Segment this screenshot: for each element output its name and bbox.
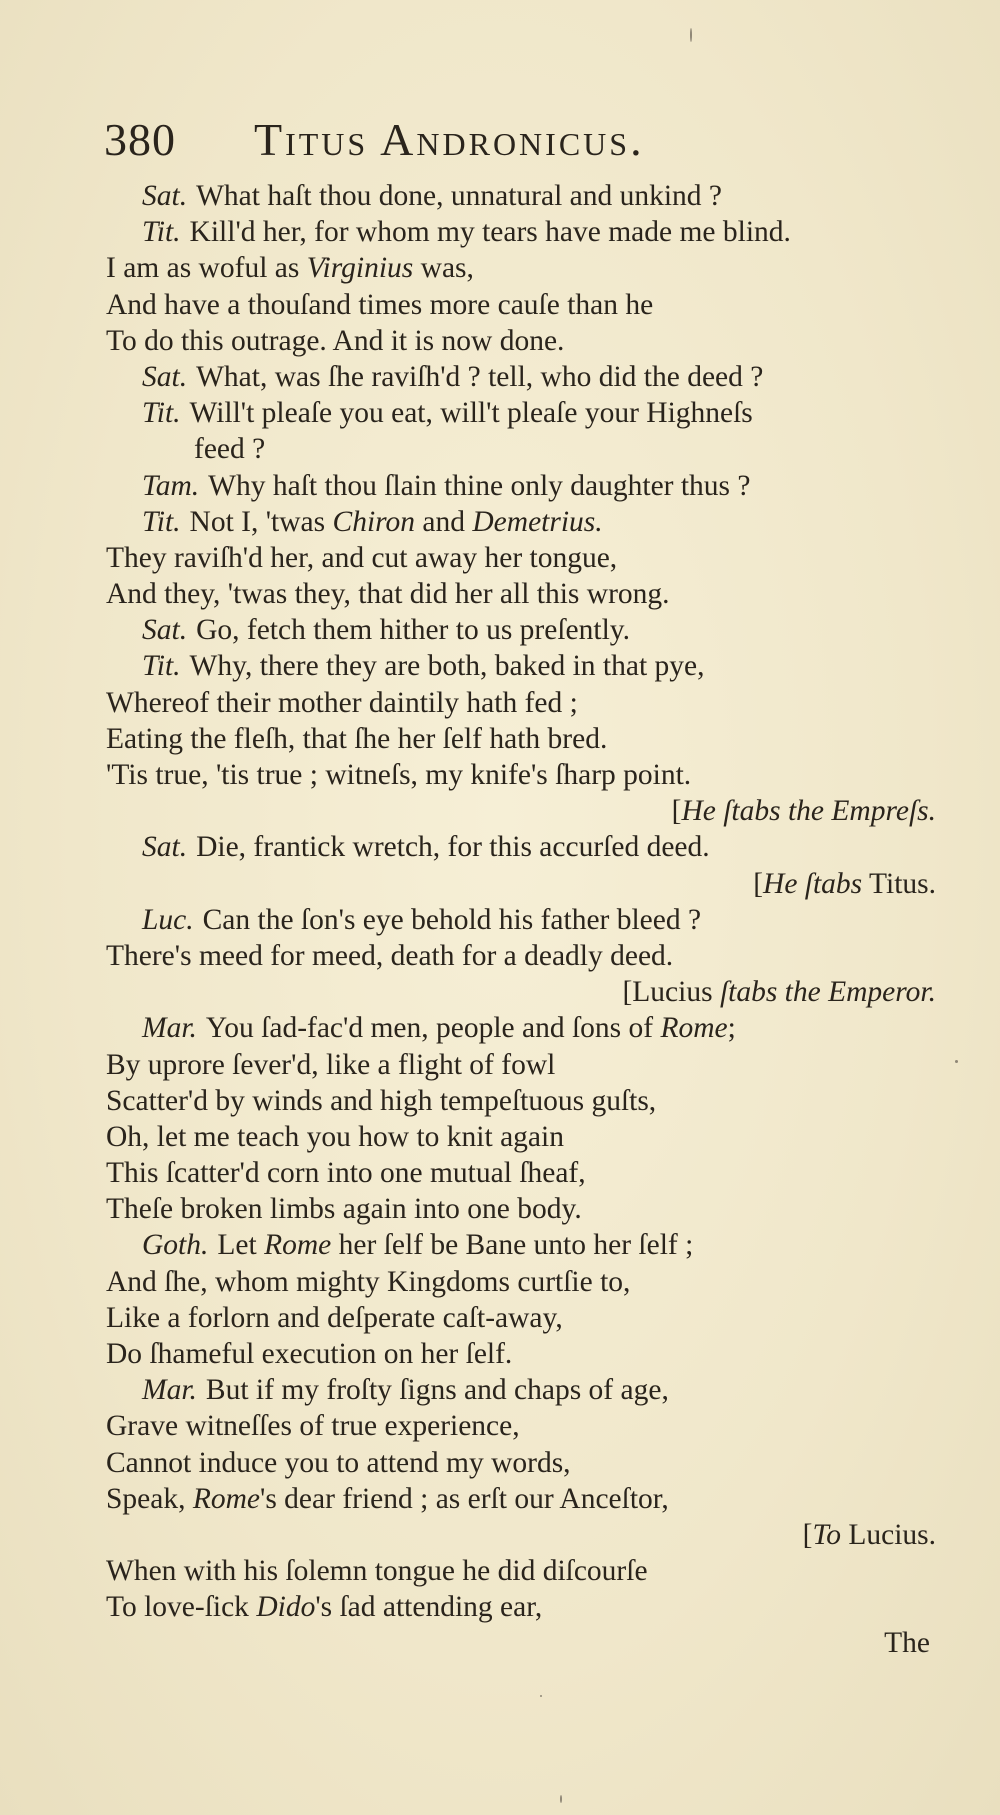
text-segment: [Lucius: [622, 976, 720, 1009]
speaker-name: Tit.: [142, 650, 181, 683]
verse-line: [106, 287, 936, 323]
speech-line: [106, 359, 936, 395]
text-segment: [: [802, 1518, 813, 1551]
text-segment: and: [415, 505, 473, 538]
text-segment: Titus.: [862, 867, 936, 900]
text-segment: Oh, let me teach you how to knit again: [106, 1120, 564, 1153]
text-segment: He ſtabs the Empreſs.: [681, 795, 936, 828]
text-segment: What haſt thou done, unnatural and unkind ?: [196, 180, 723, 212]
play-text: [106, 178, 936, 1626]
text-segment: Rome: [264, 1229, 332, 1262]
text-segment: Scatter'd by winds and high tempeſtuous guſts,: [106, 1084, 657, 1117]
text-segment: Grave witneſſes of true experience,: [106, 1410, 520, 1443]
verse-line: [106, 576, 936, 612]
text-segment: ſtabs the Emperor.: [719, 976, 936, 1009]
speech-line: [106, 1010, 936, 1046]
speech-line: [106, 214, 936, 250]
speaker-name: Goth.: [142, 1229, 209, 1262]
speaker-name: Sat.: [142, 614, 188, 647]
text-segment: Will't pleaſe you eat, will't pleaſe your Highneſs: [189, 397, 753, 430]
text-segment: There's meed for meed, death for a deadly deed.: [106, 939, 674, 972]
text-segment: was,: [413, 252, 474, 285]
text-segment: Chiron: [332, 505, 416, 538]
speaker-name: Tam.: [142, 469, 200, 502]
speech-line: [106, 648, 936, 684]
text-segment: And they, 'twas they, that did her all this wrong.: [106, 578, 670, 611]
verse-line: [106, 1445, 936, 1481]
verse-line: [106, 431, 936, 467]
running-title: Titus Andronicus.: [254, 114, 645, 165]
text-segment: Can the ſon's eye behold his father bleed ?: [202, 903, 702, 936]
text-segment: Why, there they are both, baked in that pye,: [189, 650, 705, 683]
text-segment: Rome: [660, 1012, 728, 1045]
paper-speck: [690, 28, 692, 42]
verse-line: [106, 1589, 936, 1625]
text-segment: 's ſad attending ear,: [315, 1591, 543, 1624]
text-segment: He ſtabs: [763, 867, 863, 900]
verse-line: [106, 1336, 936, 1372]
text-segment: Die, frantick wretch, for this accurſed deed.: [196, 831, 710, 864]
verse-line: [106, 1408, 936, 1444]
paper-speck: [540, 1695, 542, 1697]
verse-line: [106, 1300, 936, 1336]
text-segment: And have a thouſand times more cauſe than he: [106, 288, 654, 321]
speech-line: [106, 504, 936, 540]
text-segment: Kill'd her, for whom my tears have made me blind.: [189, 216, 791, 249]
text-segment: This ſcatter'd corn into one mutual ſheaf,: [106, 1157, 586, 1190]
text-segment: Lucius.: [840, 1518, 936, 1551]
text-segment: Cannot induce you to attend my words,: [106, 1446, 571, 1479]
text-segment: [: [671, 795, 682, 828]
stage-direction: [106, 866, 936, 902]
verse-line: [106, 250, 936, 286]
text-segment: Let: [217, 1229, 265, 1262]
text-segment: ;: [727, 1012, 736, 1045]
verse-line: [106, 1119, 936, 1155]
speaker-name: Mar.: [142, 1012, 197, 1045]
verse-line: [106, 1083, 936, 1119]
verse-line: [106, 1264, 936, 1300]
verse-line: [106, 1155, 936, 1191]
verse-line: [106, 685, 936, 721]
text-segment: Not I, 'twas: [189, 505, 333, 538]
text-segment: Do ſhameful execution on her ſelf.: [106, 1338, 513, 1370]
text-segment: Whereof their mother daintily hath fed ;: [106, 686, 578, 719]
text-segment: To love-ſick: [106, 1591, 257, 1624]
page-number: 380: [104, 114, 176, 165]
speech-line: [106, 829, 936, 865]
speaker-name: Tit.: [142, 505, 181, 538]
text-segment: Speak,: [106, 1482, 193, 1515]
text-segment: To do this outrage. And it is now done.: [106, 324, 565, 357]
text-segment: When with his ſolemn tongue he did diſcourſe: [106, 1555, 648, 1588]
speech-line: [106, 1227, 936, 1263]
stage-direction: [106, 1517, 936, 1553]
text-segment: feed ?: [194, 433, 266, 466]
text-segment: [: [753, 867, 764, 900]
verse-line: [106, 721, 936, 757]
verse-line: [106, 1191, 936, 1227]
verse-line: [106, 938, 936, 974]
speech-line: [106, 468, 936, 504]
text-segment: Why haſt thou ſlain thine only daughter thus ?: [208, 469, 751, 502]
running-header: [104, 110, 784, 170]
text-segment: By uprore ſever'd, like a flight of fowl: [106, 1048, 556, 1081]
speaker-name: Tit.: [142, 397, 181, 430]
speaker-name: Luc.: [142, 903, 194, 936]
text-segment: Virginius: [306, 252, 414, 285]
speech-line: [106, 178, 936, 214]
stage-direction: [106, 974, 936, 1010]
verse-line: [106, 1047, 936, 1083]
text-segment: I am as woful as: [106, 252, 307, 285]
text-segment: To: [812, 1518, 841, 1551]
speech-line: [106, 902, 936, 938]
catchword: The: [884, 1627, 930, 1659]
verse-line: [106, 1553, 936, 1589]
text-segment: her ſelf be Bane unto her ſelf ;: [331, 1229, 694, 1262]
text-segment: And ſhe, whom mighty Kingdoms curtſie to,: [106, 1265, 631, 1298]
verse-line: [106, 757, 936, 793]
text-segment: Eating the fleſh, that ſhe her ſelf hath bred.: [106, 722, 608, 755]
text-segment: 's dear friend ; as erſt our Anceſtor,: [260, 1482, 669, 1515]
speaker-name: Sat.: [142, 831, 188, 864]
speaker-name: Sat.: [142, 180, 188, 212]
speaker-name: Sat.: [142, 360, 188, 393]
text-segment: Demetrius.: [472, 505, 603, 538]
verse-line: [106, 323, 936, 359]
verse-line: [106, 1481, 936, 1517]
text-segment: Theſe broken limbs again into one body.: [106, 1193, 582, 1226]
text-segment: Go, fetch them hither to us preſently.: [196, 614, 630, 647]
speech-line: [106, 1372, 936, 1408]
speaker-name: Mar.: [142, 1374, 197, 1407]
speech-line: [106, 612, 936, 648]
text-segment: But if my froſty ſigns and chaps of age,: [205, 1374, 669, 1407]
text-segment: Rome: [192, 1482, 261, 1515]
paper-speck: [560, 1795, 562, 1803]
verse-line: [106, 540, 936, 576]
speaker-name: Tit.: [142, 216, 181, 249]
text-segment: Like a forlorn and deſperate caſt-away,: [106, 1301, 563, 1334]
paper-speck: [955, 1060, 958, 1063]
text-segment: 'Tis true, 'tis true ; witneſs, my knife's ſharp point.: [106, 759, 692, 791]
stage-direction: [106, 793, 936, 829]
text-segment: What, was ſhe raviſh'd ? tell, who did the deed ?: [196, 360, 764, 393]
text-segment: Dido: [256, 1591, 316, 1624]
speech-line: [106, 395, 936, 431]
text-segment: You ſad-fac'd men, people and ſons of: [205, 1012, 661, 1045]
text-segment: They raviſh'd her, and cut away her tongue,: [106, 541, 618, 574]
